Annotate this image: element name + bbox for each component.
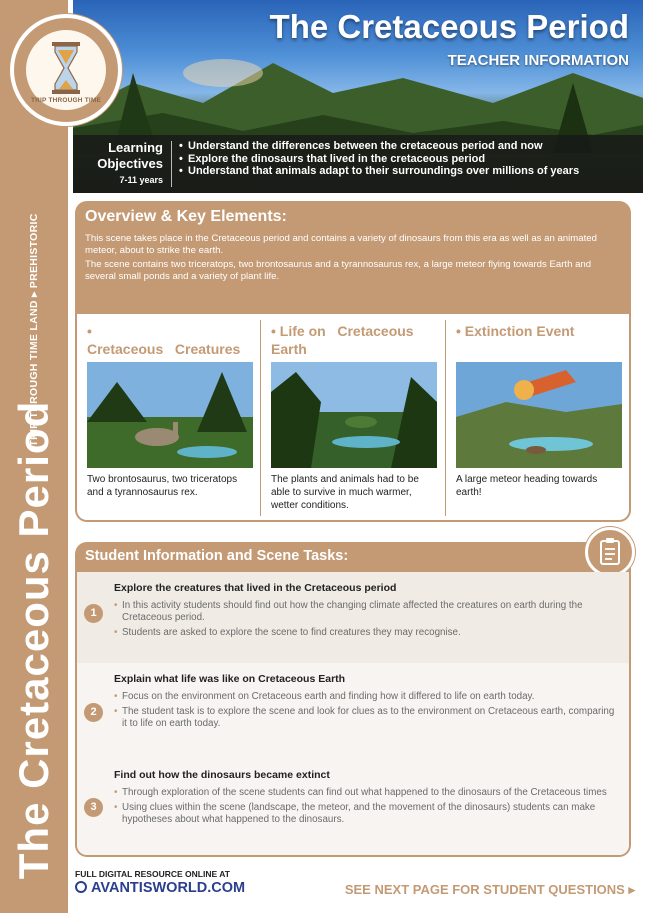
task-bullet: • In this activity students should find out how the changing climate affected the creatures on earth during the Cretaceous period.: [114, 600, 619, 624]
key-element-creatures: [77, 314, 247, 520]
clipboard-icon: [585, 527, 635, 577]
tasks-list: [75, 572, 631, 857]
key-element-extinction: [446, 314, 616, 520]
task-item: [77, 572, 629, 663]
task-bullets: [114, 787, 619, 829]
creatures-image: [87, 362, 253, 468]
overview-paragraph-1: This scene takes place in the Cretaceous period and contains a variety of dinosaurs from this era as well as an animated meteor, about to strike the earth.: [85, 233, 597, 256]
task-item: [77, 663, 629, 756]
key-elements: [75, 314, 631, 522]
overview-paragraph-2: The scene contains two triceratops, two brontosaurus and a tyrannosaurus rex, a large meteor flying towards Earth and several small ponds and a variety of plant life.: [85, 259, 592, 282]
key-element-caption: Two brontosaurus, two triceratops and a tyrannosaurus rex.: [87, 474, 238, 498]
hero-banner: [73, 0, 643, 193]
task-bullet: • The student task is to explore the scene and look for clues as to the environment on Cretaceous earth, comparing it to life on earth today.: [114, 706, 619, 730]
key-element-life: [261, 314, 431, 520]
overview-title: Overview & Key Elements:: [85, 208, 287, 225]
task-number: 2: [84, 703, 103, 722]
objectives-divider: [171, 141, 172, 187]
objectives-label: [87, 140, 163, 188]
tasks-title: Student Information and Scene Tasks:: [85, 548, 349, 564]
task-item: [77, 756, 629, 857]
objectives-label-line2: Objectives: [97, 156, 163, 171]
overview-header: [75, 201, 631, 314]
task-bullets: [114, 691, 619, 733]
task-title: Explain what life was like on Cretaceous Earth: [114, 673, 346, 685]
key-element-title: • Cretaceous Creatures: [87, 323, 241, 357]
age-range: 7-11 years: [119, 175, 163, 185]
page-subtitle: TEACHER INFORMATION: [447, 52, 629, 69]
globe-icon: [75, 881, 87, 893]
objectives-label-line1: Learning: [108, 140, 163, 155]
life-image: [271, 362, 437, 468]
website-link[interactable]: [75, 880, 245, 896]
resource-label: FULL DIGITAL RESOURCE ONLINE AT: [75, 869, 230, 879]
key-element-title: • Life on Cretaceous Earth: [271, 323, 414, 357]
objectives-list: [179, 140, 629, 178]
next-page-link[interactable]: SEE NEXT PAGE FOR STUDENT QUESTIONS ▸: [344, 882, 635, 897]
task-bullet: • Through exploration of the scene students can find out what happened to the dinosaurs of the Cretaceous times: [114, 787, 619, 799]
key-element-caption: A large meteor heading towards earth!: [456, 474, 598, 498]
badge-inner: [24, 28, 108, 112]
extinction-image: [456, 362, 622, 468]
task-bullets: [114, 600, 619, 642]
objective-item: • Explore the dinosaurs that lived in the cretaceous period: [179, 153, 629, 166]
task-number: 3: [84, 798, 103, 817]
key-element-title: • Extinction Event: [456, 323, 575, 339]
objective-item: • Understand the differences between the cretaceous period and now: [179, 140, 629, 153]
learning-objectives: [73, 135, 643, 193]
task-bullet: • Using clues within the scene (landscape, the meteor, and the movement of the dinosaurs) students can make hypotheses about what happened to the dinosaurs.: [114, 802, 619, 826]
objective-item: • Understand that animals adapt to their surroundings over millions of years: [179, 165, 629, 178]
tasks-header: [75, 542, 631, 572]
task-title: Explore the creatures that lived in the Cretaceous period: [114, 582, 397, 594]
side-band: [0, 0, 68, 913]
badge-text: TRIP THROUGH TIME: [30, 97, 102, 104]
website-text[interactable]: AVANTISWORLD.COM: [91, 880, 246, 896]
logo-badge: [10, 14, 122, 126]
side-title: The Cretaceous Period: [10, 400, 57, 880]
task-bullet: • Students are asked to explore the scene to find creatures they may recognise.: [114, 627, 619, 639]
task-bullet: • Focus on the environment on Cretaceous earth and finding how it differed to life on earth today.: [114, 691, 619, 703]
side-subtitle: TRIP THROUGH TIME LAND ▸ PREHISTORIC: [28, 213, 40, 447]
key-element-caption: The plants and animals had to be able to survive in much warmer, wetter conditions.: [271, 474, 419, 511]
page-title: The Cretaceous Period: [269, 8, 629, 45]
task-number: 1: [84, 604, 103, 623]
task-title: Find out how the dinosaurs became extinct: [114, 769, 330, 781]
